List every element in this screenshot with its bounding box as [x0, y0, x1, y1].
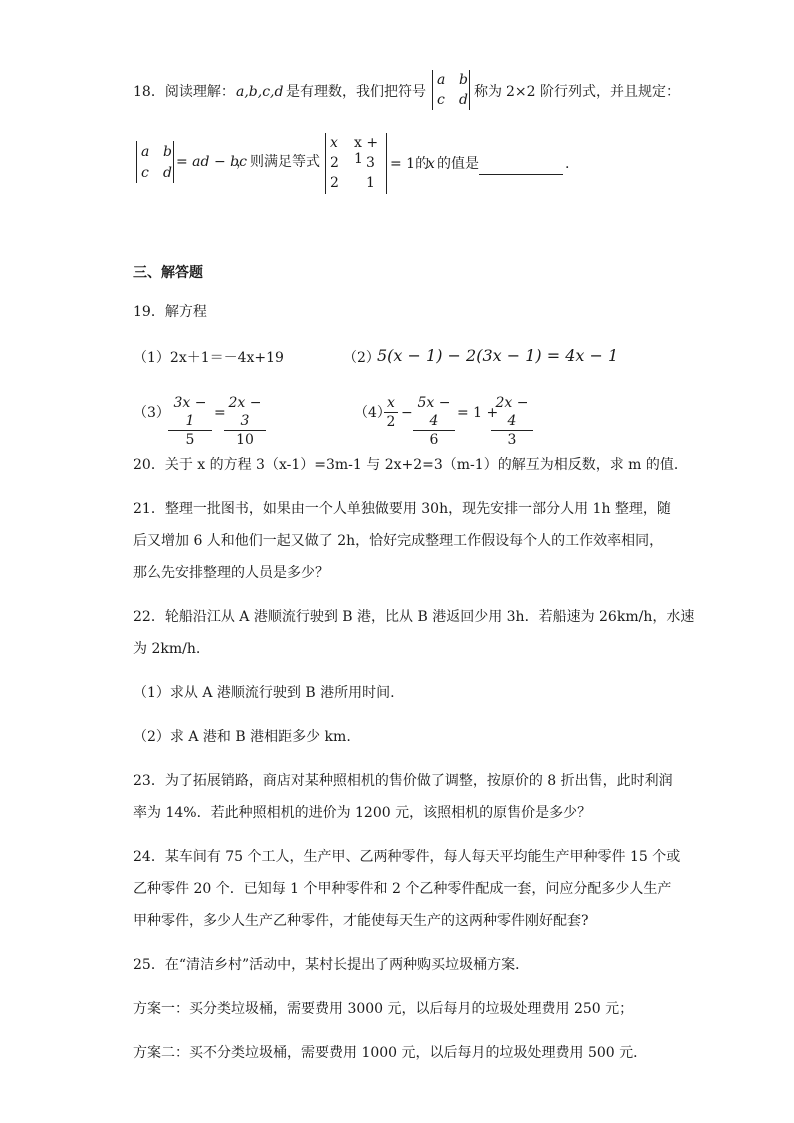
- minus-sign: −: [401, 405, 413, 421]
- q19-p3-fraction2: [224, 394, 266, 449]
- q19-part2-equation: 5(x − 1) − 2(3x − 1) = 4x − 1: [377, 346, 619, 365]
- q18-eq-one: = 1的: [390, 156, 430, 172]
- equals-one-plus: = 1 +: [457, 405, 499, 421]
- q25-plan1: 方案一：买分类垃圾桶，需要费用 3000 元，以后每月的垃圾处理费用 250 元；: [133, 1001, 634, 1017]
- q19-part2-label: （2）: [343, 350, 380, 366]
- q18-order: 2×2: [506, 84, 536, 100]
- denominator: 5: [185, 432, 195, 448]
- det-c: c: [141, 165, 149, 181]
- determinant-symbol: [432, 70, 470, 110]
- definition-formula: = ad − bc: [176, 154, 247, 170]
- q18-variables: a,b,c,d: [236, 84, 284, 100]
- q21-line3: 那么先安排整理的人员是多少？: [133, 565, 329, 581]
- numerator: 3x − 1: [173, 395, 207, 429]
- det-r1c2: x + 1: [354, 135, 379, 167]
- q19-p4-fraction2: [413, 394, 455, 449]
- q18-x: x: [427, 156, 435, 172]
- equals-sign: =: [214, 405, 226, 421]
- answer-blank[interactable]: [479, 156, 563, 175]
- det-b: b: [163, 144, 172, 160]
- det-a: a: [437, 72, 446, 88]
- q19-p4-fraction1: [384, 394, 398, 431]
- q22-line1: 22．轮船沿江从 A 港顺流行驶到 B 港，比从 B 港返回少用 3h．若船速为 26km/h，水速: [133, 609, 695, 625]
- q22-sub2: （2）求 A 港和 B 港相距多少 km.: [133, 729, 351, 745]
- q23-line2: 率为 14%．若此种照相机的进价为 1200 元，该照相机的原售价是多少？: [133, 805, 592, 821]
- q18-text2: 称为: [474, 84, 502, 100]
- q19-p3-fraction1: [168, 394, 212, 449]
- det-c: c: [437, 92, 445, 108]
- q25-plan2: 方案二：买不分类垃圾桶，需要费用 1000 元，以后每月的垃圾处理费用 500 元．: [133, 1045, 648, 1061]
- det-r2c1: 2: [330, 155, 339, 171]
- q24-line2: 乙种零件 20 个．已知每 1 个甲种零件和 2 个乙种零件配成一套，问应分配多少人生产: [133, 881, 672, 897]
- q18-text4: ，则满足等式: [236, 154, 320, 170]
- q22-line2: 为 2km/h.: [133, 641, 201, 657]
- q18-text3: 阶行列式，并且规定：: [540, 84, 680, 100]
- q23-line1: 23．为了拓展销路，商店对某种照相机的售价做了调整，按原价的 8 折出售，此时利润: [133, 773, 673, 789]
- det-d: d: [459, 92, 468, 108]
- q18-text5: 的值是: [437, 156, 479, 172]
- denominator: 2: [386, 414, 396, 430]
- q24-line3: 甲种零件，多少人生产乙种零件，才能使每天生产的这两种零件刚好配套?: [133, 913, 589, 929]
- numerator: 2x − 3: [228, 395, 262, 429]
- question-20: 20．关于 x 的方程 3（x-1）=3m-1 与 2x+2=3（m-1）的解互为相反数，求 m 的值．: [133, 457, 688, 473]
- denominator: 3: [507, 432, 517, 448]
- q19-p4-fraction3: [491, 394, 533, 449]
- determinant-definition: [136, 141, 174, 183]
- section-title: 三、解答题: [133, 265, 203, 281]
- q25-line1: 25．在“清洁乡村”活动中，某村长提出了两种购买垃圾桶方案．: [133, 957, 530, 973]
- det-d: d: [163, 165, 172, 181]
- determinant-equation: [325, 133, 387, 194]
- q18-end: .: [565, 156, 570, 172]
- q18-number: 18．阅读理解：: [133, 84, 235, 100]
- q24-line1: 24．某车间有 75 个工人，生产甲、乙两种零件，每人每天平均能生产甲种零件 15 个或: [133, 849, 681, 865]
- numerator: 2x − 4: [495, 395, 529, 429]
- q19-part3-label: （3）: [133, 405, 170, 421]
- q22-sub1: （1）求从 A 港顺流行驶到 B 港所用时间.: [133, 685, 395, 701]
- det-b: b: [459, 72, 468, 88]
- det-r3c2: 1: [366, 175, 375, 191]
- q19-title: 19．解方程: [133, 304, 207, 320]
- q21-line1: 21．整理一批图书，如果由一个人单独做要用 30h，现先安排一部分人用 1h 整理，随: [133, 501, 671, 517]
- q19-part4-label: （4）: [354, 405, 391, 421]
- q21-line2: 后又增加 6 人和他们一起又做了 2h，恰好完成整理工作假设每个人的工作效率相同，: [133, 533, 664, 549]
- denominator: 6: [429, 432, 439, 448]
- det-a: a: [141, 144, 150, 160]
- q19-part1: （1）2x＋1＝－4x+19: [133, 350, 284, 366]
- numerator: 5x − 4: [417, 395, 451, 429]
- det-r3c1: 2: [330, 175, 339, 191]
- numerator: x: [387, 395, 395, 411]
- det-r1c1: x: [330, 135, 338, 151]
- denominator: 10: [236, 432, 254, 448]
- q18-text1: 是有理数，我们把符号: [286, 84, 426, 100]
- det-r2c2: 3: [366, 155, 375, 171]
